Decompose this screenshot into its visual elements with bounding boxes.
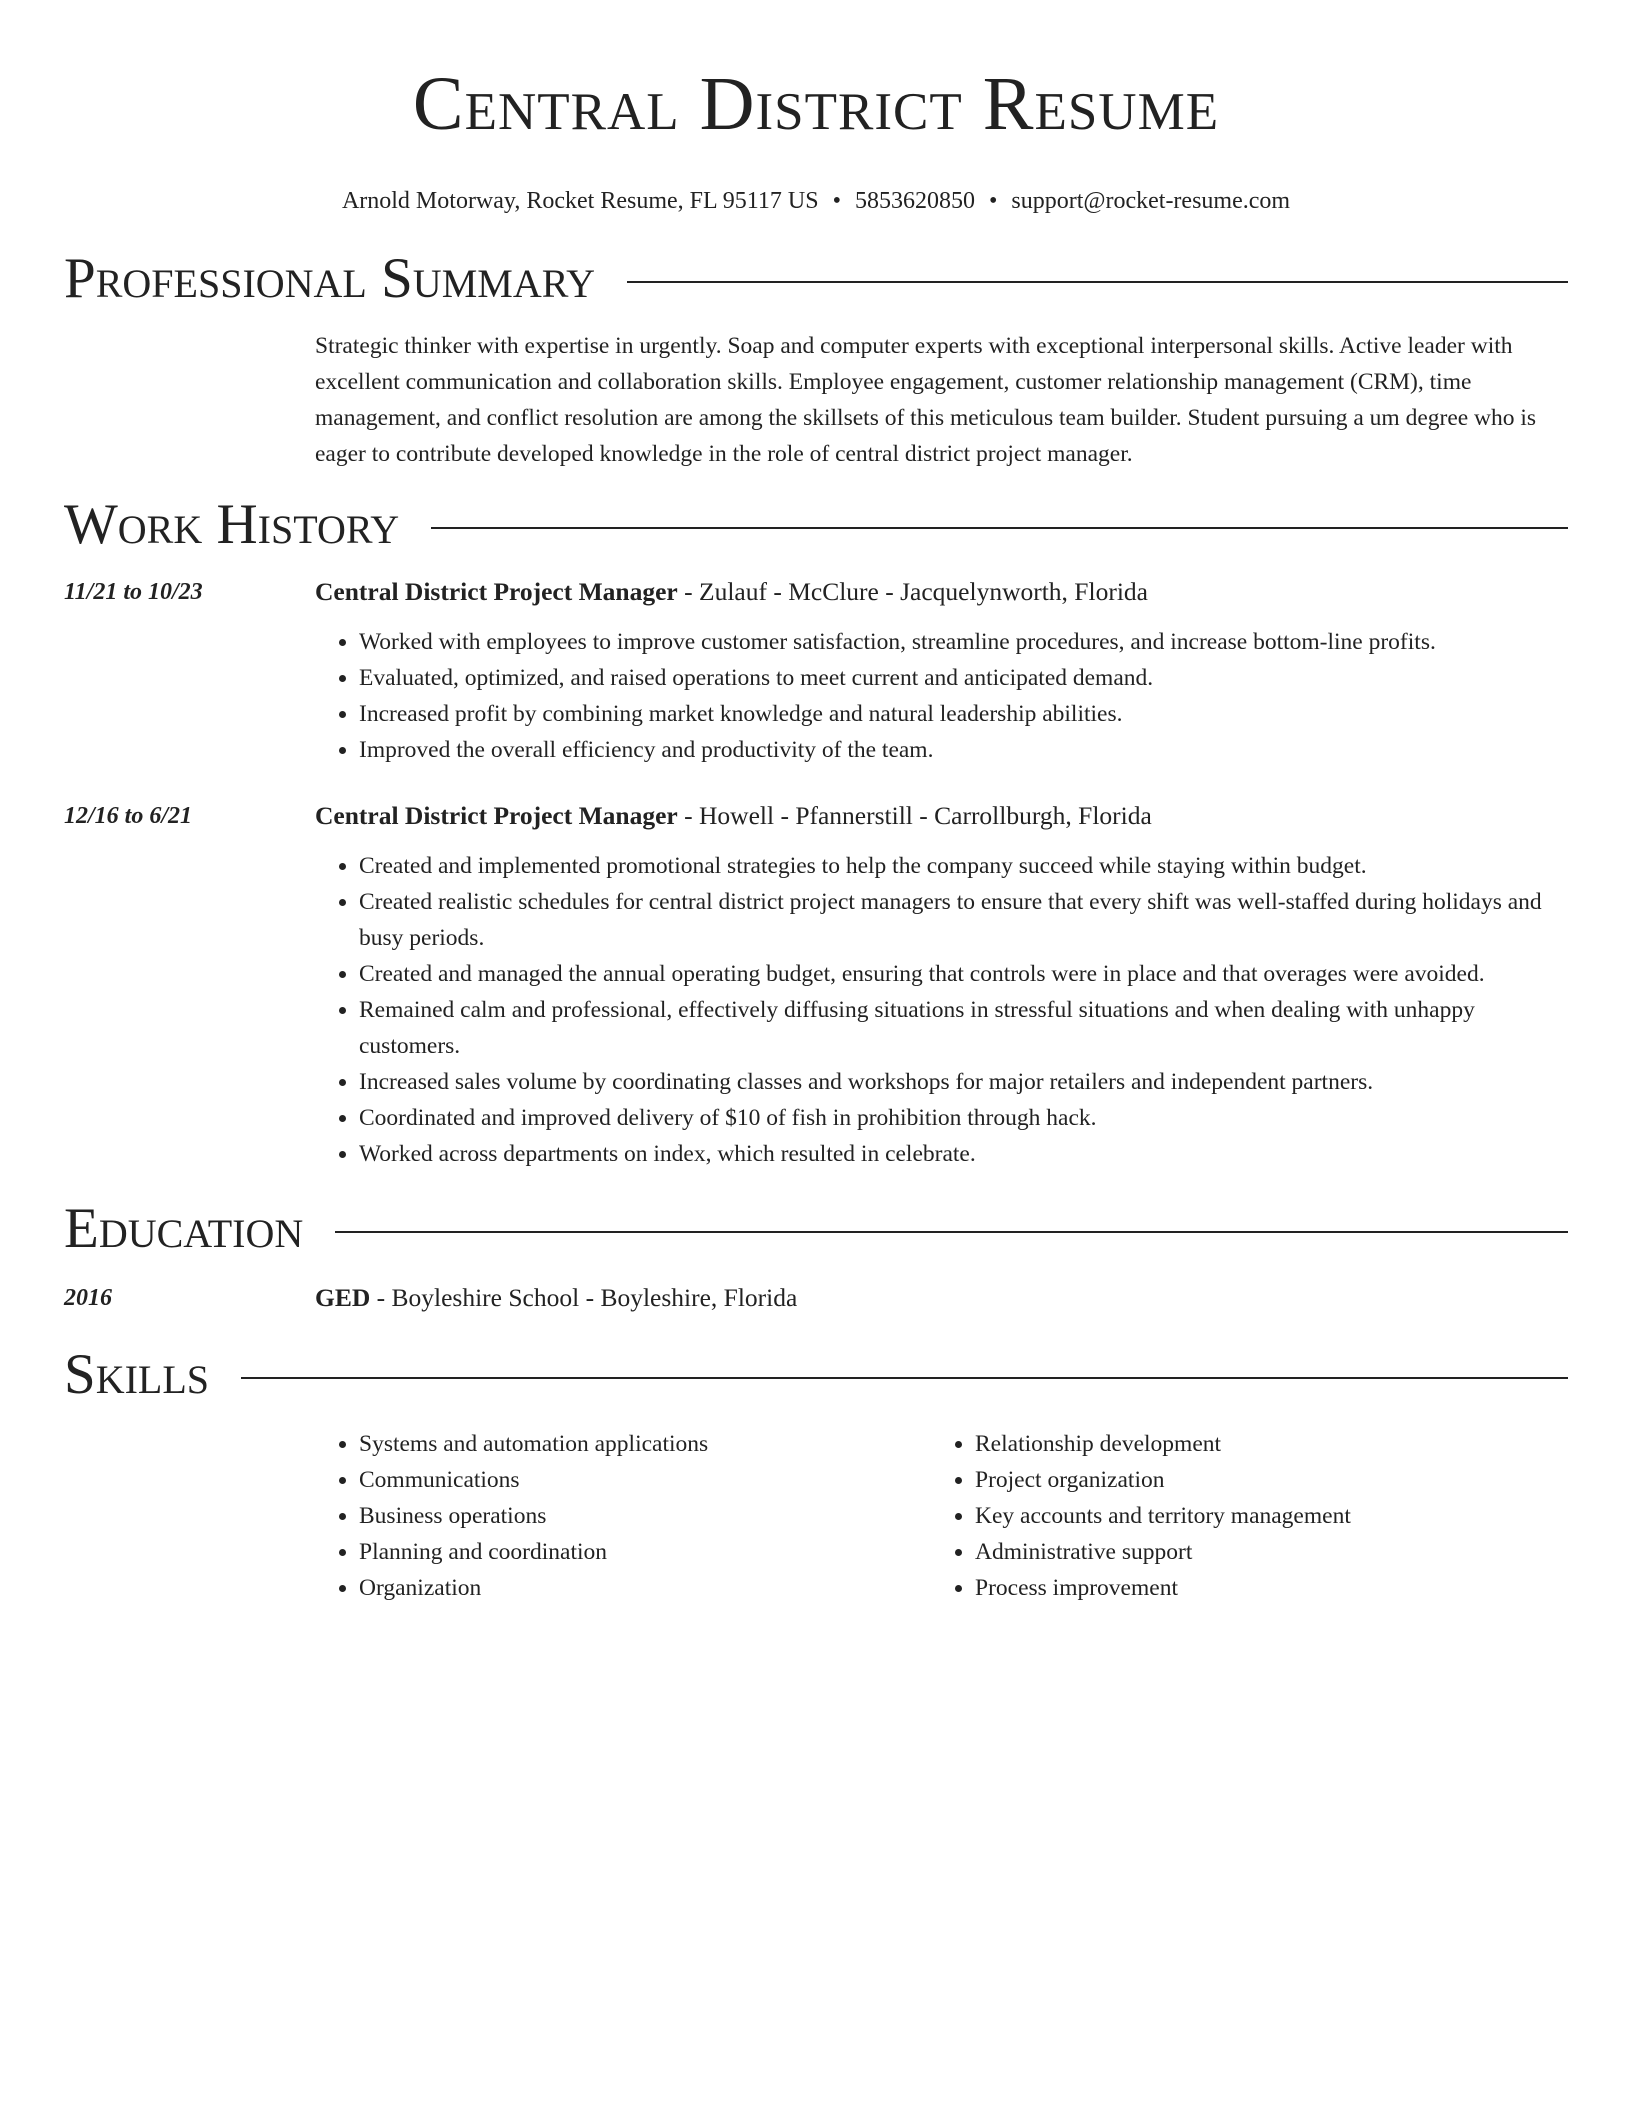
job-dates: 12/16 to 6/21 (64, 803, 193, 829)
list-item: • Coordinated and improved delivery of $10 of fish in prohibition through hack. (359, 1100, 1568, 1136)
summary-heading: Professional Summary (64, 247, 596, 310)
job-content (315, 798, 1568, 1172)
list-item: • Worked with employees to improve customer satisfaction, streamline procedures, and increase bottom-line profits. (359, 624, 1568, 660)
resume-page (64, 0, 1568, 1606)
section-divider (627, 281, 1568, 283)
section-divider (241, 1377, 1568, 1379)
education-line (315, 1280, 1568, 1316)
list-item: • Created and managed the annual operating budget, ensuring that controls were in place and that overages were avoided. (359, 956, 1568, 992)
education-entry (64, 1280, 1568, 1316)
contact-email: support@rocket-resume.com (1011, 188, 1291, 214)
skill-item: • Administrative support (975, 1534, 1547, 1570)
skill-item: • Planning and coordination (359, 1534, 931, 1570)
list-item: • Created and implemented promotional strategies to help the company succeed while staying within budget. (359, 848, 1568, 884)
list-item: • Increased profit by combining market knowledge and natural leadership abilities. (359, 696, 1568, 732)
job-details: - Zulauf - McClure - Jacquelynworth, Florida (677, 577, 1148, 606)
education-degree: GED (315, 1283, 371, 1312)
job-bullets (315, 624, 1568, 768)
skills-column-left (315, 1426, 931, 1606)
job-entry (64, 798, 1568, 1172)
job-dates: 11/21 to 10/23 (64, 579, 203, 605)
education-year: 2016 (64, 1285, 112, 1311)
job-title: Central District Project Manager (315, 577, 678, 606)
skills-list (315, 1426, 1568, 1606)
contact-address: Arnold Motorway, Rocket Resume, FL 95117 US (341, 188, 819, 214)
skill-item: • Business operations (359, 1498, 931, 1534)
job-content (315, 574, 1568, 768)
skills-section-header (64, 1342, 1568, 1408)
section-divider (431, 527, 1568, 529)
education-heading: Education (64, 1197, 304, 1260)
work-section-header (64, 492, 1568, 558)
job-title: Central District Project Manager (315, 801, 678, 830)
contact-separator: • (988, 188, 998, 214)
skill-item: • Organization (359, 1570, 931, 1606)
work-heading: Work History (64, 493, 400, 556)
job-role-line (315, 798, 1568, 834)
skill-item: • Systems and automation applications (359, 1426, 931, 1462)
list-item: • Worked across departments on index, which resulted in celebrate. (359, 1136, 1568, 1172)
contact-separator: • (832, 188, 841, 214)
section-divider (335, 1231, 1568, 1233)
job-details: - Howell - Pfannerstill - Carrollburgh, Florida (677, 801, 1152, 830)
list-item: • Evaluated, optimized, and raised operations to meet current and anticipated demand. (359, 660, 1568, 696)
resume-name: Central District Resume (412, 62, 1220, 146)
list-item: • Increased sales volume by coordinating classes and workshops for major retailers and independent partners. (359, 1064, 1568, 1100)
education-section-header (64, 1196, 1568, 1262)
skill-item: • Relationship development (975, 1426, 1547, 1462)
list-item: • Remained calm and professional, effectively diffusing situations in stressful situations and when dealing with unhappy customers. (359, 992, 1568, 1064)
list-item: • Improved the overall efficiency and productivity of the team. (359, 732, 1568, 768)
education-details: - Boyleshire School - Boyleshire, Florida (370, 1283, 798, 1312)
skills-heading: Skills (64, 1343, 210, 1406)
job-entry (64, 574, 1568, 768)
skill-item: • Key accounts and territory management (975, 1498, 1547, 1534)
contact-line (64, 186, 1568, 216)
summary-section-header (64, 246, 1568, 312)
skills-column-right (931, 1426, 1547, 1606)
list-item: • Created realistic schedules for central district project managers to ensure that every shift was well-staffed during holidays and busy periods. (359, 884, 1568, 956)
contact-phone: 5853620850 (854, 188, 975, 214)
skill-item: • Process improvement (975, 1570, 1547, 1606)
skill-item: • Communications (359, 1462, 931, 1498)
job-bullets (315, 848, 1568, 1172)
skill-item: • Project organization (975, 1462, 1547, 1498)
education-content (315, 1280, 1568, 1316)
summary-text: Strategic thinker with expertise in urgently. Soap and computer experts with exceptional interpersonal skills. Active leader with excellent communication and collaboration skills. Employee engagement, customer relationship management (CRM), time management, and conflict resolution are among the skillsets of this meticulous team builder. Student pursuing a um degree who is eager to contribute developed knowledge in the role of central district project manager. (315, 333, 1537, 467)
job-role-line (315, 574, 1568, 610)
